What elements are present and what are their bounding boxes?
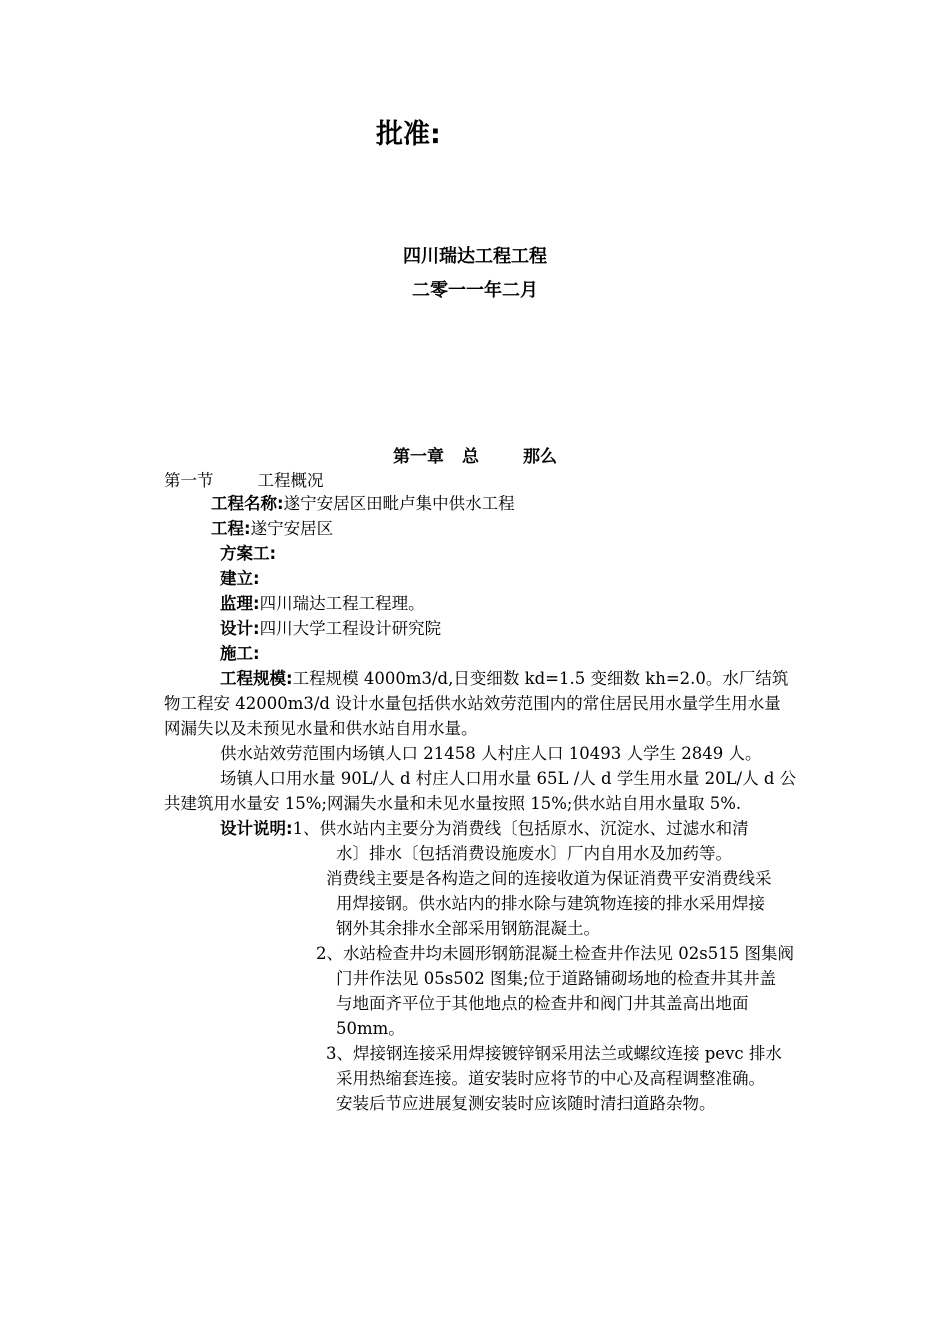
note-2-line-2: 门井作法见 05s502 图集;位于道路铺砌场地的检查井其井盖 <box>336 969 777 988</box>
field-supervision <box>220 591 425 616</box>
field-value: 四川大学工程设计研究院 <box>259 619 442 638</box>
field-design <box>220 616 441 641</box>
note-1-line-4: 用焊接钢。供水站内的排水除与建筑物连接的排水采用焊接 <box>336 894 765 913</box>
section-heading <box>164 468 324 493</box>
note-1-line-2: 水〕排水〔包括消费设施废水〕厂内自用水及加药等。 <box>336 844 732 863</box>
field-value: 四川瑞达工程工程理。 <box>259 594 425 613</box>
field-label: 方案工: <box>220 544 277 563</box>
field-construction <box>220 641 260 666</box>
note-1-line-3: 消费线主要是各构造之间的连接收道为保证消费平安消费线采 <box>326 869 772 888</box>
note-3-line-1: 3、焊接钢连接采用焊接镀锌钢采用法兰或螺纹连接 pevc 排水 <box>326 1044 782 1063</box>
field-label: 工程: <box>211 519 251 538</box>
field-plan <box>220 541 276 566</box>
scale-line-3: 网漏失以及未预见水量和供水站自用水量。 <box>164 719 478 738</box>
scale-line-2: 物工程安 42000m3/d 设计水量包括供水站效劳范围内的常住居民用水量学生用水量 <box>164 694 781 713</box>
design-notes-label: 设计说明: <box>220 819 293 838</box>
note-2-line-1: 2、水站检查井均未圆形钢筋混凝土检查井作法见 02s515 图集阀 <box>316 944 794 963</box>
chapter-number: 第一章 <box>393 447 444 467</box>
company-name: 四川瑞达工程工程 <box>403 246 547 267</box>
usage-line-2: 共建筑用水量安 15%;网漏失水量和未见水量按照 15%;供水站自用水量取 5%. <box>164 794 742 813</box>
section-number: 第一节 <box>164 471 214 490</box>
scale-text: 工程规模 4000m3/d,日变细数 kd=1.5 变细数 kh=2.0。水厂结筑 <box>292 669 789 688</box>
chapter-title <box>0 442 950 467</box>
field-project-name <box>211 491 515 516</box>
design-notes-line-1 <box>220 816 749 841</box>
field-label: 建立: <box>220 569 260 588</box>
scale-label: 工程规模: <box>220 669 293 688</box>
chapter-word-1: 总 <box>462 447 479 467</box>
usage-line-1: 场镇人口用水量 90L/人 d 村庄人口用水量 65L /人 d 学生用水量 20L/人 d 公 <box>220 769 797 788</box>
section-title: 工程概况 <box>257 471 324 490</box>
scale-line-1 <box>220 666 788 691</box>
document-date: 二零一一年二月 <box>412 280 538 301</box>
field-location <box>211 516 333 541</box>
field-label: 监理: <box>220 594 260 613</box>
chapter-word-2: 那么 <box>523 447 557 467</box>
note-1-line-5: 钢外其余排水全部采用钢筋混凝土。 <box>336 919 600 938</box>
note-2-line-4: 50mm。 <box>336 1019 405 1038</box>
population-paragraph: 供水站效劳范围内场镇人口 21458 人村庄人口 10493 人学生 2849 人。 <box>220 744 762 763</box>
field-label: 施工: <box>220 644 260 663</box>
field-build <box>220 566 260 591</box>
field-label: 工程名称: <box>211 494 284 513</box>
note-3-line-3: 安装后节应进展复测安装时应该随时清扫道路杂物。 <box>336 1094 716 1113</box>
field-value: 遂宁安居区 <box>250 519 334 538</box>
note-3-line-2: 采用热缩套连接。道安装时应将节的中心及高程调整准确。 <box>336 1069 765 1088</box>
field-label: 设计: <box>220 619 260 638</box>
field-value: 遂宁安居区田毗卢集中供水工程 <box>283 494 515 513</box>
note-2-line-3: 与地面齐平位于其他地点的检查井和阀门井其盖高出地面 <box>336 994 749 1013</box>
approval-heading: 批准: <box>376 119 441 150</box>
note-text: 1、供水站内主要分为消费线〔包括原水、沉淀水、过滤水和清 <box>292 819 749 838</box>
